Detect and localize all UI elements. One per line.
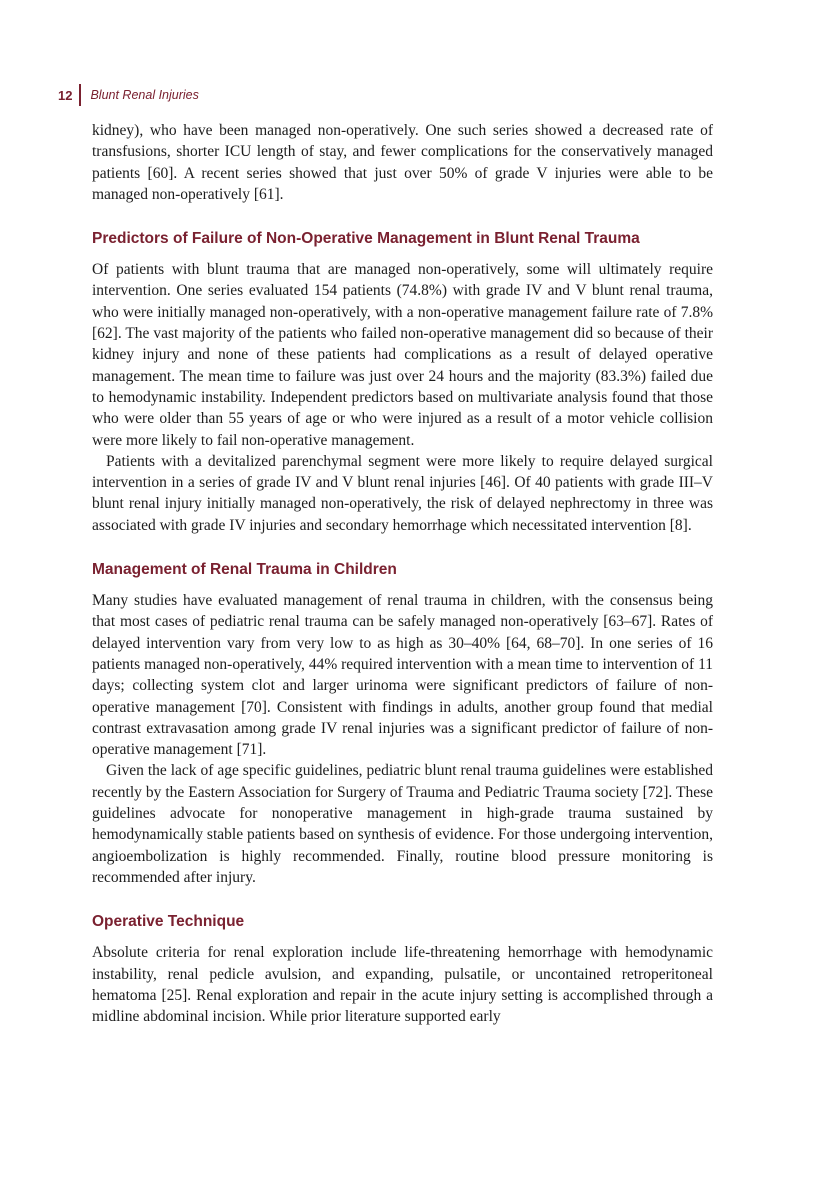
body-paragraph: Patients with a devitalized parenchymal segment were more likely to require delayed surgical intervention in a series of grade IV and V blunt renal injuries [46]. Of 40 patients with grade III–V blunt renal injury initially managed non-operatively, the risk of delayed nephrectomy in three was associated with grade IV injuries and secondary hemorrhage which necessitated intervention [8]. xyxy=(92,452,713,534)
body-paragraph: Absolute criteria for renal exploration include life-threatening hemorrhage with hemodynamic instability, renal pedicle avulsion, and expanding, pulsatile, or uncontained retroperitoneal hematoma [25]. Renal exploration and repair in the acute injury setting is accomplished through a midline abdominal incision. While prior literature supported early xyxy=(92,944,713,1026)
section-heading-children: Management of Renal Trauma in Children xyxy=(92,561,397,579)
body-paragraph: Given the lack of age specific guidelines, pediatric blunt renal trauma guidelines were established recently by the Eastern Association for Surgery of Trauma and Pediatric Trauma society [72]. These guidelines advocate for nonoperative management in high-grade trauma sustained by hemodynamically stable patients based on synthesis of evidence. For those undergoing intervention, angioembolization is highly recommended. Finally, routine blood pressure monitoring is recommended after injury. xyxy=(92,762,713,886)
section-heading-predictors: Predictors of Failure of Non-Operative Management in Blunt Renal Trauma xyxy=(92,230,640,248)
running-title: Blunt Renal Injuries xyxy=(90,88,199,102)
section-heading-operative-technique: Operative Technique xyxy=(92,913,245,931)
page-body xyxy=(92,120,713,1027)
intro-paragraph: kidney), who have been managed non-operatively. One such series showed a decreased rate of transfusions, shorter ICU length of stay, and fewer complications for the conservatively managed patients [60]. A recent series showed that just over 50% of grade V injuries were able to be managed non-operatively [61]. xyxy=(92,122,713,203)
body-paragraph: Many studies have evaluated management of renal trauma in children, with the consensus being that most cases of pediatric renal trauma can be safely managed non-operatively [63–67]. Rates of delayed intervention vary from very low to as high as 30–40% [64, 68–70]. In one series of 16 patients managed non-operatively, 44% required intervention with a mean time to intervention of 11 days; collecting system clot and larger urinoma were significant predictors of failure of non-operative management [70]. Consistent with findings in adults, another group found that medial contrast extravasation among grade IV renal injuries was a significant predictor of failure of non-operative management [71]. xyxy=(92,592,713,759)
body-paragraph: Of patients with blunt trauma that are managed non-operatively, some will ultimately require intervention. One series evaluated 154 patients (74.8%) with grade IV and V blunt renal trauma, who were initially managed non-operatively, with a non-operative management failure rate of 7.8% [62]. The vast majority of the patients who failed non-operative management did so because of their kidney injury and none of these patients had complications as a result of delayed operative management. The mean time to failure was just over 24 hours and the majority (83.3%) failed due to hemodynamic instability. Independent predictors based on multivariate analysis found that those who were older than 55 years of age or who were injured as a result of a motor vehicle collision were more likely to fail non-operative management. xyxy=(92,261,713,449)
header-divider xyxy=(79,84,81,106)
page-number: 12 xyxy=(58,87,73,103)
running-header xyxy=(58,84,199,106)
